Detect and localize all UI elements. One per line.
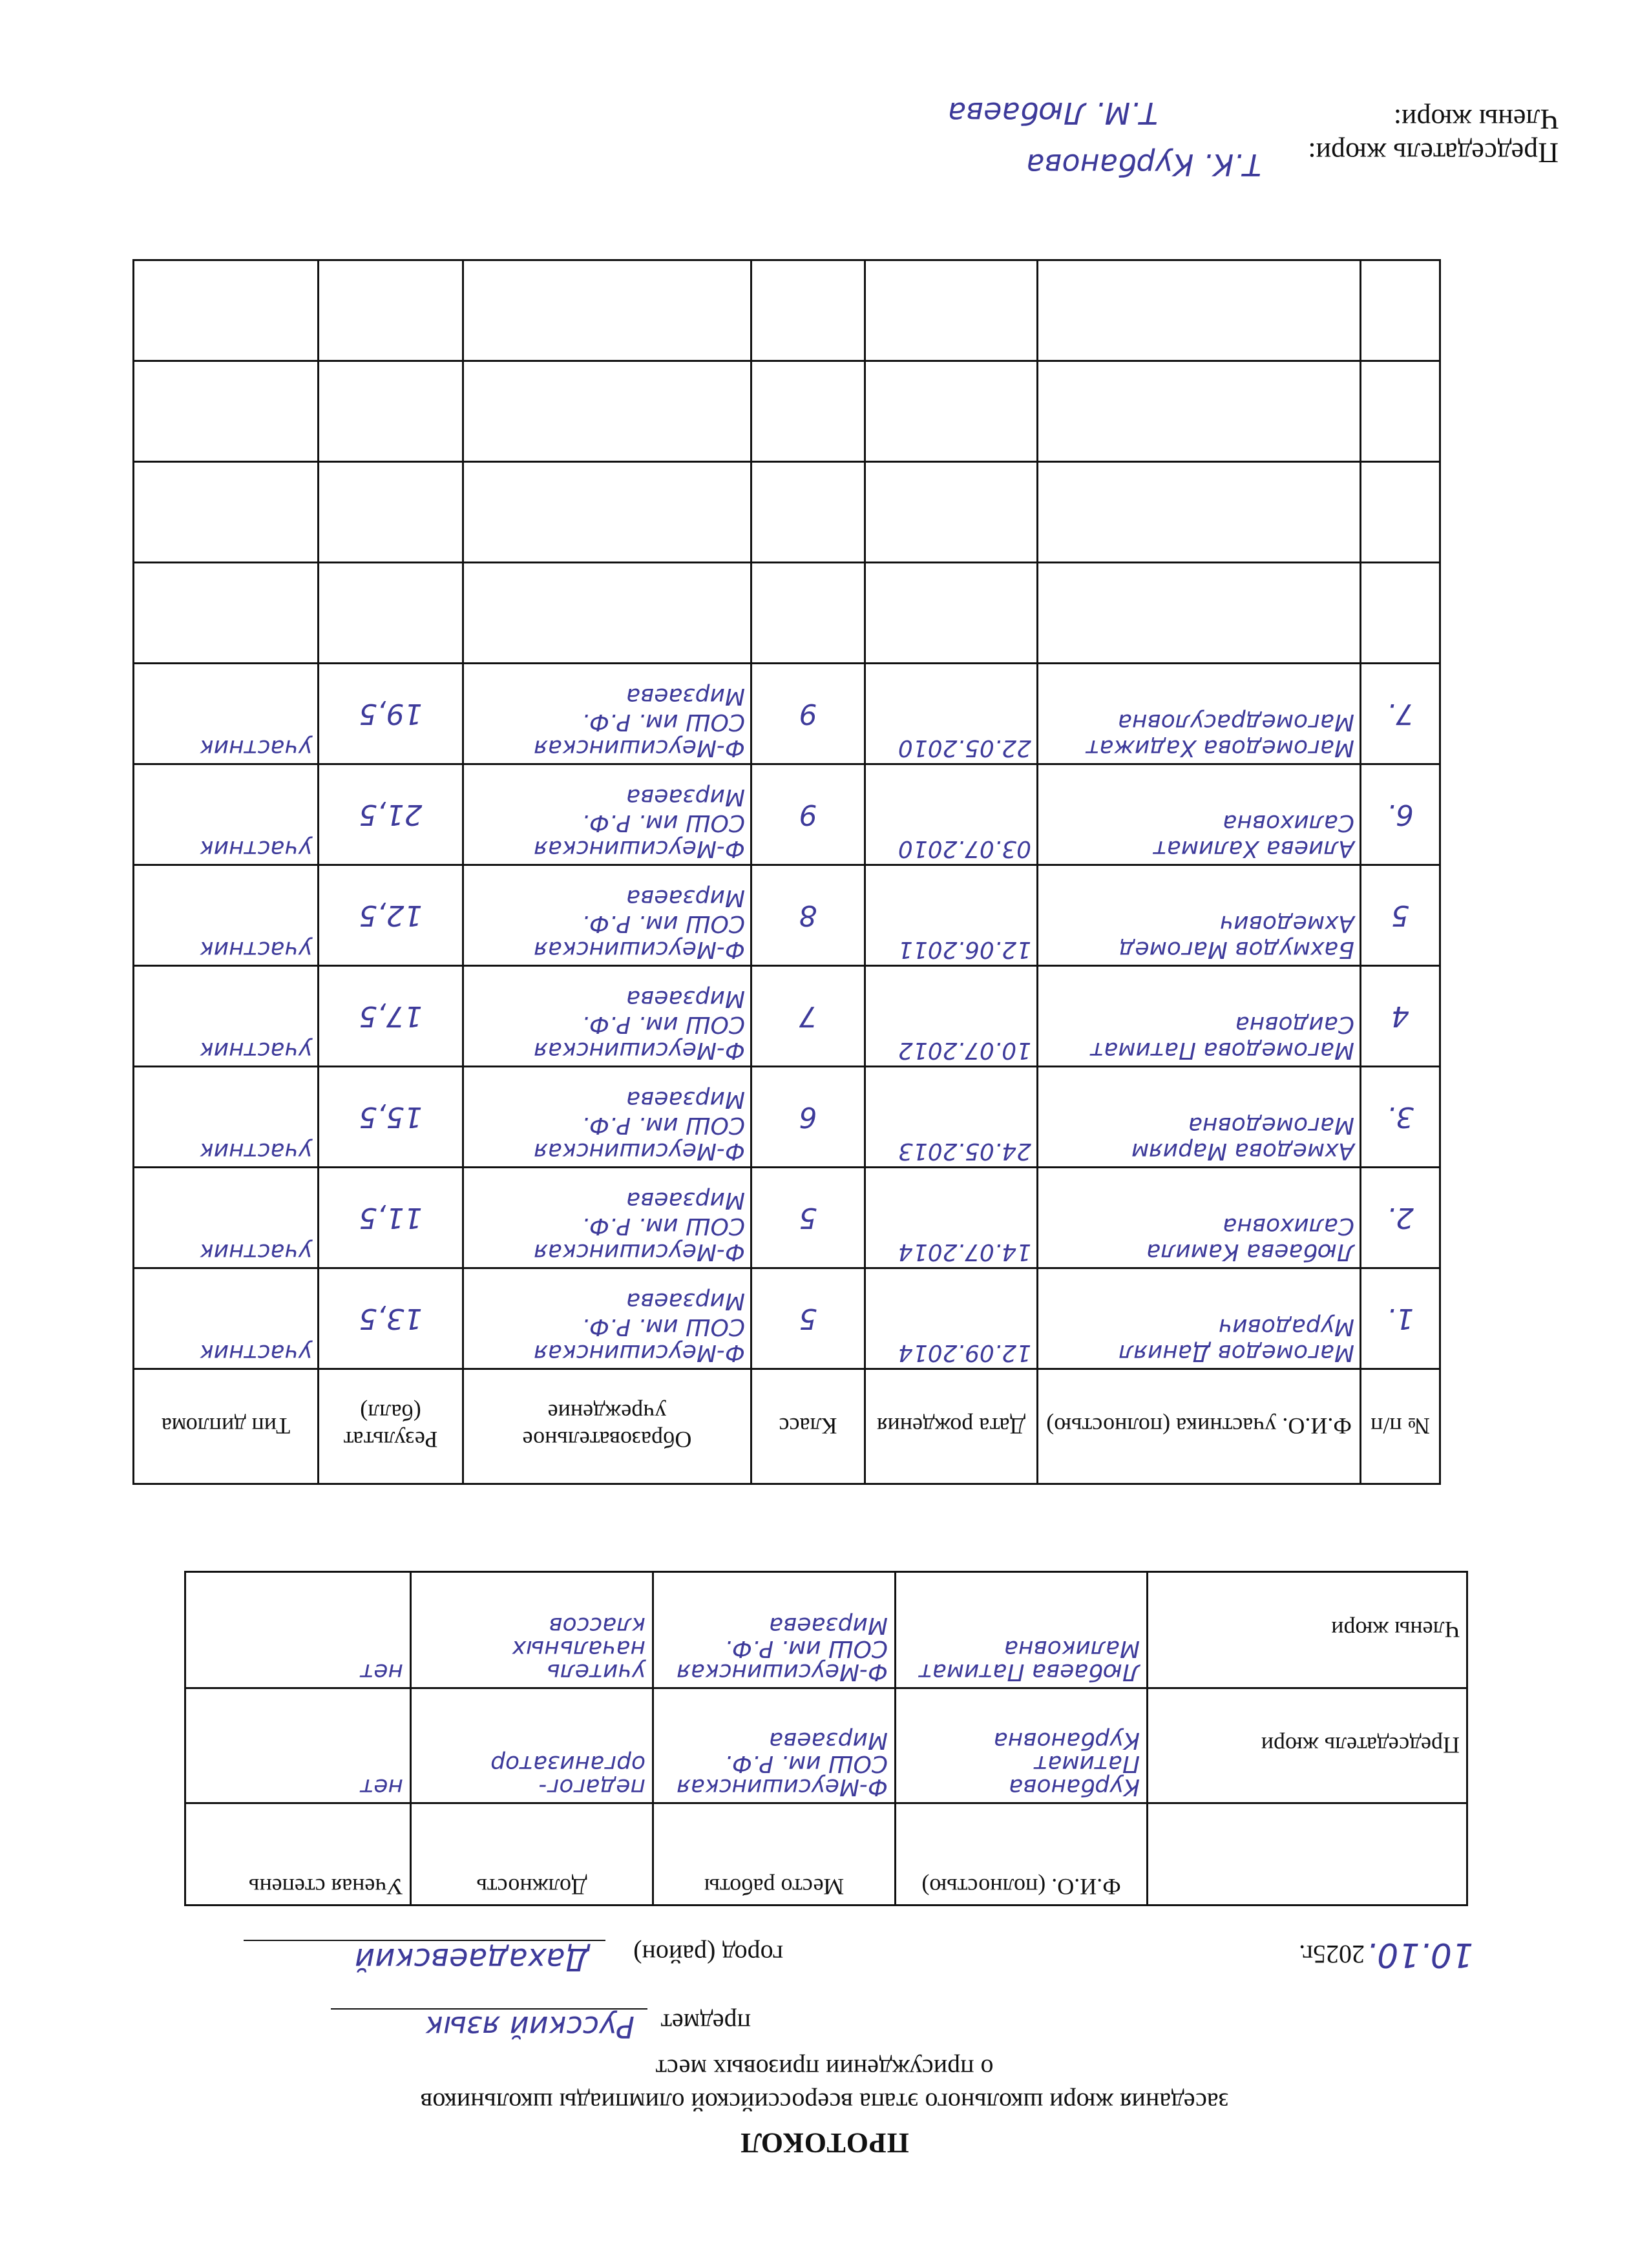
jury-role: Председатель жюри	[1148, 1688, 1467, 1803]
result-grade: 5	[751, 1268, 865, 1369]
jury-header-role	[1148, 1803, 1467, 1906]
jury-header-work: Место работы	[653, 1803, 896, 1906]
result-score: 12,5	[319, 865, 463, 966]
table-row	[134, 361, 1440, 462]
result-grade: 6	[751, 1067, 865, 1168]
jury-header-degree: Ученая степень	[185, 1803, 411, 1906]
jury-work: Ф-Меусишинская СОШ им. Р.Ф. Мирзаева	[653, 1572, 896, 1688]
result-num: 4	[1361, 966, 1440, 1067]
result-grade	[751, 462, 865, 563]
jury-position: педагог-организатор	[411, 1688, 653, 1803]
jury-name: Курбанова Патимат Курбановна	[896, 1688, 1148, 1803]
result-grade: 9	[751, 764, 865, 865]
result-grade	[751, 260, 865, 361]
result-num: 2.	[1361, 1168, 1440, 1268]
jury-name: Любаева Патимат Маликовна	[896, 1572, 1148, 1688]
jury-work: Ф-Меусишинская СОШ им. Р.Ф. Мирзаева	[653, 1688, 896, 1803]
results-header-school: Образовательное учреждение	[463, 1369, 751, 1484]
subject-value: Русский язык	[425, 2010, 635, 2044]
result-school: Ф-Меусишинская СОШ им. Р.Ф. Мирзаева	[463, 664, 751, 764]
result-grade	[751, 563, 865, 664]
jury-degree: нет	[185, 1688, 411, 1803]
subject-label: предмет	[660, 2008, 751, 2037]
result-name	[1038, 462, 1361, 563]
result-num	[1361, 260, 1440, 361]
table-row	[134, 1268, 1440, 1369]
result-score: 13,5	[319, 1268, 463, 1369]
result-num: 3.	[1361, 1067, 1440, 1168]
page-title: ПРОТОКОЛ	[740, 2127, 909, 2159]
jury-table	[184, 1571, 1468, 1906]
table-row	[134, 260, 1440, 361]
result-school: Ф-Меусишинская СОШ им. Р.Ф. Мирзаева	[463, 865, 751, 966]
jury-degree: нет	[185, 1572, 411, 1688]
result-num: 1.	[1361, 1268, 1440, 1369]
city-label: город (район)	[633, 1940, 783, 1969]
result-num	[1361, 462, 1440, 563]
result-diploma: участник	[134, 1168, 319, 1268]
results-header-diploma: Тип диплома	[134, 1369, 319, 1484]
table-row	[134, 462, 1440, 563]
result-school	[463, 361, 751, 462]
result-score	[319, 260, 463, 361]
result-num	[1361, 361, 1440, 462]
chair-signature-name: Т.К. Курбанова	[1026, 147, 1261, 182]
result-dob: 22.05.2010	[865, 664, 1038, 764]
table-row	[134, 1067, 1440, 1168]
result-num	[1361, 563, 1440, 664]
results-header-num: № п/п	[1361, 1369, 1440, 1484]
title-line-1: заседания жюри школьного этапа всероссийской олимпиады школьников	[420, 2088, 1229, 2117]
result-diploma: участник	[134, 865, 319, 966]
result-score: 21,5	[319, 764, 463, 865]
result-num: 7.	[1361, 664, 1440, 764]
result-name: Магомедова Хадижат Магомедрасуловна	[1038, 664, 1361, 764]
result-score	[319, 462, 463, 563]
result-school: Ф-Меусишинская СОШ им. Р.Ф. Мирзаева	[463, 764, 751, 865]
results-header-grade: Класс	[751, 1369, 865, 1484]
chair-label: Председатель жюри:	[1308, 137, 1559, 169]
city-value: Дахадаевский	[355, 1941, 589, 1977]
table-row	[134, 966, 1440, 1067]
result-grade: 7	[751, 966, 865, 1067]
result-name: Бахмудов Магомед Ахмедович	[1038, 865, 1361, 966]
member-signature-name: Т.М. Любаева	[947, 96, 1158, 131]
table-row	[134, 865, 1440, 966]
result-dob: 10.07.2012	[865, 966, 1038, 1067]
result-score: 19,5	[319, 664, 463, 764]
result-name: Ахмедова Мариям Магомедовна	[1038, 1067, 1361, 1168]
result-num: 5	[1361, 865, 1440, 966]
result-name: Магомедова Патимат Саидовна	[1038, 966, 1361, 1067]
result-dob: 12.09.2014	[865, 1268, 1038, 1369]
result-name: Любаева Камила Салиховна	[1038, 1168, 1361, 1268]
table-row	[134, 1168, 1440, 1268]
result-grade: 5	[751, 1168, 865, 1268]
result-score	[319, 361, 463, 462]
result-dob: 24.05.2013	[865, 1067, 1038, 1168]
result-diploma: участник	[134, 966, 319, 1067]
result-school	[463, 260, 751, 361]
jury-header-position: Должность	[411, 1803, 653, 1906]
result-score: 15,5	[319, 1067, 463, 1168]
result-school	[463, 462, 751, 563]
jury-row	[185, 1688, 1467, 1803]
result-name: Магомедов Даниял Мурадович	[1038, 1268, 1361, 1369]
result-grade: 8	[751, 865, 865, 966]
result-school	[463, 563, 751, 664]
jury-row	[185, 1572, 1467, 1688]
result-diploma: участник	[134, 664, 319, 764]
result-dob: 14.07.2014	[865, 1168, 1038, 1268]
result-dob	[865, 462, 1038, 563]
result-diploma: участник	[134, 1067, 319, 1168]
result-school: Ф-Меусишинская СОШ им. Р.Ф. Мирзаева	[463, 966, 751, 1067]
result-grade: 9	[751, 664, 865, 764]
result-dob	[865, 260, 1038, 361]
result-school: Ф-Меусишинская СОШ им. Р.Ф. Мирзаева	[463, 1067, 751, 1168]
jury-role: Члены жюри	[1148, 1572, 1467, 1688]
result-dob	[865, 361, 1038, 462]
result-score: 17,5	[319, 966, 463, 1067]
results-header-dob: Дата рождения	[865, 1369, 1038, 1484]
result-num: 6.	[1361, 764, 1440, 865]
result-diploma: участник	[134, 1268, 319, 1369]
result-dob	[865, 563, 1038, 664]
date-value: 10.10.	[1366, 1935, 1473, 1974]
members-label: Члены жюри:	[1393, 103, 1559, 135]
result-diploma	[134, 563, 319, 664]
jury-position: учитель начальных классов	[411, 1572, 653, 1688]
results-header-name: Ф.И.О. участника (полностью)	[1038, 1369, 1361, 1484]
result-diploma: участник	[134, 764, 319, 865]
result-name: Алиева Халимат Салиховна	[1038, 764, 1361, 865]
result-score: 11,5	[319, 1168, 463, 1268]
result-grade	[751, 361, 865, 462]
table-row	[134, 563, 1440, 664]
result-school: Ф-Меусишинская СОШ им. Р.Ф. Мирзаева	[463, 1168, 751, 1268]
result-diploma	[134, 260, 319, 361]
result-dob: 03.07.2010	[865, 764, 1038, 865]
result-name	[1038, 563, 1361, 664]
result-score	[319, 563, 463, 664]
result-diploma	[134, 462, 319, 563]
results-header-score: Результат (балл)	[319, 1369, 463, 1484]
jury-header-name: Ф.И.О. (полностью)	[896, 1803, 1148, 1906]
title-line-2: о присуждении призовых мест	[655, 2054, 994, 2083]
table-row	[134, 664, 1440, 764]
result-name	[1038, 260, 1361, 361]
result-diploma	[134, 361, 319, 462]
result-school: Ф-Меусишинская СОШ им. Р.Ф. Мирзаева	[463, 1268, 751, 1369]
result-name	[1038, 361, 1361, 462]
table-row	[134, 764, 1440, 865]
result-dob: 12.06.2011	[865, 865, 1038, 966]
date-suffix: 2025г.	[1299, 1940, 1365, 1969]
results-table	[132, 259, 1441, 1485]
